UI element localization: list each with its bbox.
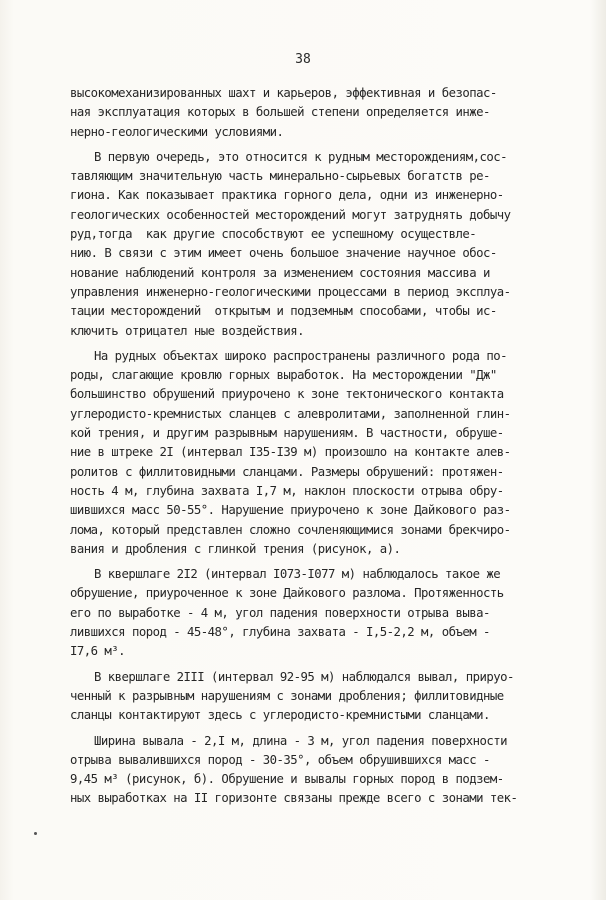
text-line: ная эксплуатация которых в большей степени определяется инже-	[70, 105, 490, 120]
body-text	[70, 84, 570, 809]
text-line: лома, который представлен сложно сочленяющимися зонами брекчиро-	[70, 522, 511, 537]
text-line: высокомеханизированных шахт и карьеров, эффективная и безопас-	[70, 86, 497, 100]
text-line: отрыва вывалившихся пород - 30-35°, объем обрушившихся масс -	[70, 752, 490, 767]
text-line: нерно-геологическими условиями.	[70, 124, 284, 139]
text-line: гиона. Как показывает практика горного дела, одни из инженерно-	[70, 188, 504, 203]
text-line: ченный к разрывным нарушениям с зонами дробления; филлитовидные	[70, 688, 504, 703]
text-line: I7,6 м³.	[70, 644, 126, 659]
text-line: 9,45 м³ (рисунок, б). Обрушение и вывалы горных пород в подзем-	[70, 772, 504, 787]
text-line: тации месторождений открытым и подземным способами, чтобы ис-	[70, 304, 497, 319]
text-line: В квершлаге 2I2 (интервал I073-I077 м) наблюдалось такое же	[94, 567, 501, 582]
page-number: 38	[295, 52, 311, 67]
text-line: нование наблюдений контроля за изменением состояния массива и	[70, 265, 490, 280]
text-line: ролитов с филлитовидными сланцами. Размеры обрушений: протяжен-	[70, 464, 504, 479]
text-line: большинство обрушений приурочено к зоне тектонического контакта	[70, 387, 504, 402]
text-line: ние в штреке 2I (интервал I35-I39 м) произошло на контакте алев-	[70, 445, 511, 460]
text-line: нию. В связи с этим имеет очень большое значение научное обос-	[70, 246, 497, 261]
text-line: В квершлаге 2III (интервал 92-95 м) наблюдался вывал, прируо-	[94, 669, 514, 684]
text-line: тавляющим значительную часть минерально-сырьевых богатств ре-	[70, 169, 490, 184]
text-line: Ширина вывала - 2,I м, длина - 3 м, угол падения поверхности	[94, 733, 508, 748]
text-line: роды, слагающие кровлю горных выработок. На месторождении "Дж"	[70, 368, 497, 383]
text-line: ных выработках на II горизонте связаны прежде всего с зонами тек-	[70, 791, 518, 806]
text-line: ность 4 м, глубина захвата I,7 м, наклон плоскости отрыва обру-	[70, 483, 504, 498]
text-line: шившихся масс 50-55°. Нарушение приурочено к зоне Дайкового раз-	[70, 503, 511, 518]
text-line: В первую очередь, это относится к рудным месторождениям,сос-	[94, 149, 508, 164]
text-line: его по выработке - 4 м, угол падения поверхности отрыва выва-	[70, 605, 490, 620]
text-line: углеродисто-кремнистых сланцев с алевролитами, заполненной глин-	[70, 406, 511, 421]
text-line: ключить отрицател ные воздействия.	[70, 323, 305, 338]
text-line: управления инженерно-геологическими процессами в период эксплуа-	[70, 284, 511, 299]
text-line: обрушение, приуроченное к зоне Дайкового разлома. Протяженность	[70, 586, 504, 601]
text-line: руд,тогда как другие способствуют ее успешному осуществле-	[70, 227, 477, 242]
text-line: На рудных объектах широко распространены различного рода по-	[94, 348, 508, 363]
text-line: кой трения, и другим разрывным нарушениям. В частности, обруше-	[70, 426, 504, 441]
text-line: вания и дробления с глинкой трения (рисунок, а).	[70, 541, 401, 556]
text-line: сланцы контактируют здесь с углеродисто-кремнистыми сланцами.	[70, 708, 490, 723]
text-line: лившихся пород - 45-48°, глубина захвата - I,5-2,2 м, объем -	[70, 625, 490, 640]
scan-speck	[34, 832, 37, 835]
text-line: геологических особенностей месторождений могут затруднять добычу	[70, 207, 511, 222]
